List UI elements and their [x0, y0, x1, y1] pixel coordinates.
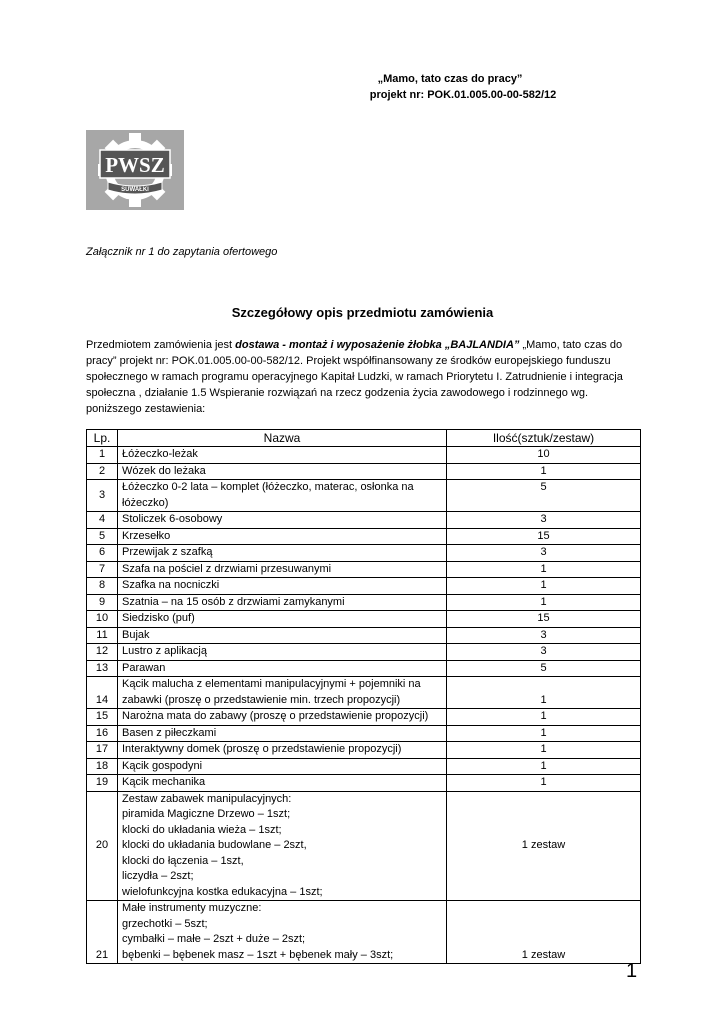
row-name: Narożna mata do zabawy (proszę o przedstawienie propozycji): [118, 709, 447, 726]
row-name: Szafka na nocniczki: [118, 578, 447, 595]
row-name: Stoliczek 6-osobowy: [118, 512, 447, 529]
row-lp: 11: [87, 627, 118, 644]
table-row: [87, 660, 641, 677]
pwsz-logo: [86, 130, 184, 210]
row-lp: 12: [87, 644, 118, 661]
row-name: Łóżeczko 0-2 lata – komplet (łóżeczko, materac, osłonka na łóżeczko): [118, 480, 447, 512]
row-qty: 5: [447, 480, 641, 512]
row-qty: 1 zestaw: [447, 901, 641, 964]
row-qty: 1: [447, 594, 641, 611]
table-row: [87, 725, 641, 742]
row-name: Bujak: [118, 627, 447, 644]
logo-subtext: SUWAŁKI: [121, 187, 149, 193]
table-row: [87, 791, 641, 901]
row-qty: 1 zestaw: [447, 791, 641, 901]
row-qty: 3: [447, 545, 641, 562]
row-name: Krzesełko: [118, 528, 447, 545]
row-qty: 1: [447, 725, 641, 742]
row-name: Łóżeczko-leżak: [118, 447, 447, 464]
row-lp: 6: [87, 545, 118, 562]
row-lp: 21: [87, 901, 118, 964]
intro-before: Przedmiotem zamówienia jest: [86, 339, 236, 351]
row-qty: 1: [447, 709, 641, 726]
attachment-label: Załącznik nr 1 do zapytania ofertowego: [86, 246, 278, 258]
row-lp: 14: [87, 677, 118, 709]
row-lp: 19: [87, 775, 118, 792]
project-title: „Mamo, tato czas do pracy”: [377, 73, 523, 85]
row-qty: 1: [447, 463, 641, 480]
gear-logo-icon: [86, 130, 184, 210]
row-lp: 1: [87, 447, 118, 464]
project-number: projekt nr: POK.01.005.00-00-582/12: [369, 89, 557, 101]
table-row: [87, 677, 641, 709]
row-lp: 8: [87, 578, 118, 595]
row-lp: 18: [87, 758, 118, 775]
row-qty: 1: [447, 775, 641, 792]
row-qty: 3: [447, 644, 641, 661]
row-qty: 1: [447, 561, 641, 578]
row-lp: 10: [87, 611, 118, 628]
row-name: Szatnia – na 15 osób z drzwiami zamykanymi: [118, 594, 447, 611]
table-row: [87, 901, 641, 964]
row-name: Basen z piłeczkami: [118, 725, 447, 742]
row-name: Lustro z aplikacją: [118, 644, 447, 661]
row-name: Kącik malucha z elementami manipulacyjnymi + pojemniki na zabawki (proszę o przedstawienie min. trzech propozycji): [118, 677, 447, 709]
row-lp: 9: [87, 594, 118, 611]
row-qty: 3: [447, 512, 641, 529]
row-lp: 15: [87, 709, 118, 726]
table-row: [87, 480, 641, 512]
row-lp: 17: [87, 742, 118, 759]
table-row: [87, 627, 641, 644]
table-row: [87, 611, 641, 628]
table-row: [87, 644, 641, 661]
intro-bold: dostawa - montaż i wyposażenie żłobka „BAJLANDIA”: [235, 339, 520, 351]
items-table: [86, 429, 641, 964]
row-name: Siedzisko (puf): [118, 611, 447, 628]
row-name: Wózek do leżaka: [118, 463, 447, 480]
row-name: Interaktywny domek (proszę o przedstawienie propozycji): [118, 742, 447, 759]
table-row: [87, 512, 641, 529]
table-row: [87, 742, 641, 759]
table-row: [87, 528, 641, 545]
row-name: Kącik gospodyni: [118, 758, 447, 775]
header-qty: Ilość(sztuk/zestaw): [447, 430, 641, 447]
row-qty: 1: [447, 742, 641, 759]
project-header: [300, 71, 600, 103]
intro-after: „Mamo, tato czas do pracy” projekt nr: POK.01.005.00-00-582/12. Projekt współfinansowany ze środków europejskiego funduszu społecznego w ramach programu operacyjnego Kapitał Ludzki, w ramach Priorytetu I. Zatrudnienie i integracja społeczna , działanie 1.5 Wspieranie rozwiązań na rzecz godzenia życia zawodowego i rodzinnego wg. poniższego zestawienia:: [86, 339, 623, 415]
row-qty: 1: [447, 677, 641, 709]
table-row: [87, 545, 641, 562]
row-name: Parawan: [118, 660, 447, 677]
row-name: Szafa na pościel z drzwiami przesuwanymi: [118, 561, 447, 578]
row-name: Małe instrumenty muzyczne: grzechotki – 5szt; cymbałki – małe – 2szt + duże – 2szt; bębenki – bębenek masz – 1szt + bębenek mały – 3szt;: [118, 901, 447, 964]
row-qty: 5: [447, 660, 641, 677]
row-lp: 2: [87, 463, 118, 480]
row-lp: 5: [87, 528, 118, 545]
row-name: Zestaw zabawek manipulacyjnych: piramida Magiczne Drzewo – 1szt; klocki do układania wieża – 1szt; klocki do układania budowlane – 2szt, klocki do łączenia – 1szt, liczydła – 2szt; wielofunkcyjna kostka edukacyjna – 1szt;: [118, 791, 447, 901]
row-lp: 7: [87, 561, 118, 578]
table-row: [87, 775, 641, 792]
row-qty: 1: [447, 578, 641, 595]
row-lp: 13: [87, 660, 118, 677]
row-qty: 15: [447, 611, 641, 628]
row-qty: 15: [447, 528, 641, 545]
table-row: [87, 463, 641, 480]
header-name: Nazwa: [118, 430, 447, 447]
table-row: [87, 709, 641, 726]
table-row: [87, 447, 641, 464]
header-lp: Lp.: [87, 430, 118, 447]
row-lp: 20: [87, 791, 118, 901]
row-qty: 3: [447, 627, 641, 644]
table-row: [87, 594, 641, 611]
row-name: Przewijak z szafką: [118, 545, 447, 562]
intro-paragraph: [86, 337, 641, 417]
table-row: [87, 758, 641, 775]
row-name: Kącik mechanika: [118, 775, 447, 792]
table-header-row: [87, 430, 641, 447]
row-lp: 3: [87, 480, 118, 512]
page-number: 1: [626, 960, 638, 982]
logo-text: PWSZ: [105, 153, 165, 177]
row-lp: 4: [87, 512, 118, 529]
table-row: [87, 561, 641, 578]
row-qty: 1: [447, 758, 641, 775]
row-qty: 10: [447, 447, 641, 464]
row-lp: 16: [87, 725, 118, 742]
document-title: Szczegółowy opis przedmiotu zamówienia: [231, 305, 494, 320]
table-row: [87, 578, 641, 595]
